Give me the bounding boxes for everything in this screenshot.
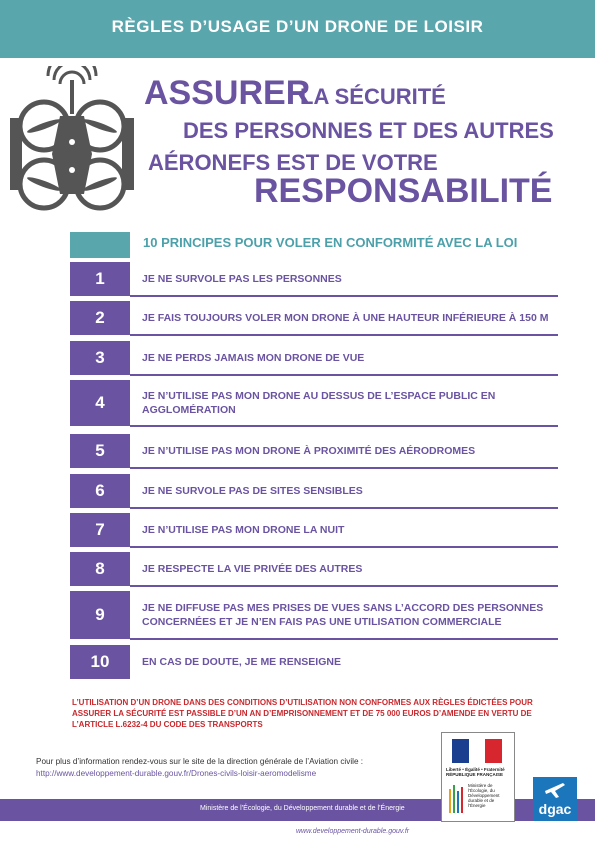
principle-text: JE NE PERDS JAMAIS MON DRONE DE VUE bbox=[142, 352, 365, 364]
header-banner bbox=[0, 0, 595, 58]
rf-motto: Liberté • Égalité • Fraternité RÉPUBLIQUE FRANÇAISE bbox=[446, 767, 505, 777]
principle-number: 3 bbox=[70, 341, 130, 375]
principle-text: JE NE SURVOLE PAS DE SITES SENSIBLES bbox=[142, 485, 363, 497]
principle-row bbox=[70, 552, 558, 586]
principles-title: 10 PRINCIPES POUR VOLER EN CONFORMITÉ AVEC LA LOI bbox=[143, 235, 518, 250]
row-divider bbox=[130, 334, 558, 336]
principle-row bbox=[70, 262, 558, 296]
row-divider bbox=[130, 585, 558, 587]
principle-text: JE N’UTILISE PAS MON DRONE AU DESSUS DE L’ESPACE PUBLIC EN AGGLOMÉRATION bbox=[142, 390, 496, 416]
principle-text: JE N’UTILISE PAS MON DRONE À PROXIMITÉ DES AÉRODROMES bbox=[142, 445, 476, 457]
row-divider bbox=[130, 374, 558, 376]
footer-website[interactable]: www.developpement-durable.gouv.fr bbox=[296, 828, 410, 835]
principles-tab bbox=[70, 232, 130, 258]
row-divider bbox=[130, 295, 558, 297]
principle-number: 10 bbox=[70, 645, 130, 679]
ministry-marks-icon bbox=[448, 785, 464, 815]
info-link[interactable]: http://www.developpement-durable.gouv.fr/Drones-civils-loisir-aeromodelisme bbox=[36, 769, 317, 778]
headline-line3: AÉRONEFS EST DE VOTRE bbox=[148, 150, 438, 175]
rf-ministry: Ministère de l’Écologie, du Développement durable et de l’Énergie bbox=[468, 783, 500, 808]
info-block bbox=[36, 756, 363, 780]
headline-line2: DES PERSONNES ET DES AUTRES bbox=[183, 118, 554, 143]
dgac-label: dgac bbox=[538, 801, 572, 817]
principle-number: 4 bbox=[70, 380, 130, 426]
republique-francaise-logo bbox=[441, 732, 515, 822]
principle-row bbox=[70, 301, 558, 335]
headline-line1: LA SÉCURITÉ bbox=[300, 84, 446, 109]
principle-text: JE NE SURVOLE PAS LES PERSONNES bbox=[142, 273, 342, 285]
principle-text: JE RESPECTE LA VIE PRIVÉE DES AUTRES bbox=[142, 563, 363, 575]
principle-text: EN CAS DE DOUTE, JE ME RENSEIGNE bbox=[142, 656, 341, 668]
principle-text: JE NE DIFFUSE PAS MES PRISES DE VUES SANS L’ACCORD DES PERSONNES CONCERNÉES ET JE N’EN FAIS PAS UNE UTILISATION COMMERCIALE bbox=[142, 602, 544, 628]
principle-number: 1 bbox=[70, 262, 130, 296]
marianne-flag-icon bbox=[452, 739, 502, 763]
principle-row bbox=[70, 380, 558, 426]
legal-warning: L’UTILISATION D’UN DRONE DANS DES CONDITIONS D’UTILISATION NON CONFORMES AUX RÈGLES ÉDICTÉES POUR ASSURER LA SÉCURITÉ EST PASSIBLE D’UN AN D’EMPRISONNEMENT ET DE 75 000 EUROS D’AMENDE EN VERTU DE L’ARTICLE L.6232-4 DU CODE DES TRANSPORTS bbox=[72, 698, 533, 729]
principle-row bbox=[70, 341, 558, 375]
drone-icon bbox=[8, 66, 136, 226]
banner-title: RÈGLES D’USAGE D’UN DRONE DE LOISIR bbox=[111, 17, 484, 36]
principle-number: 5 bbox=[70, 434, 130, 468]
principle-text: JE N’UTILISE PAS MON DRONE LA NUIT bbox=[142, 524, 345, 536]
principle-number: 2 bbox=[70, 301, 130, 335]
row-divider bbox=[130, 546, 558, 548]
principle-text: JE FAIS TOUJOURS VOLER MON DRONE À UNE HAUTEUR INFÉRIEURE À 150 M bbox=[142, 312, 549, 324]
principle-row bbox=[70, 434, 558, 468]
principle-row bbox=[70, 591, 558, 639]
dgac-logo bbox=[533, 777, 577, 821]
principle-number: 8 bbox=[70, 552, 130, 586]
row-divider bbox=[130, 425, 558, 427]
principle-row bbox=[70, 474, 558, 508]
principle-row bbox=[70, 513, 558, 547]
row-divider bbox=[130, 507, 558, 509]
row-divider bbox=[130, 467, 558, 469]
info-text: Pour plus d’information rendez-vous sur le site de la direction générale de l’Aviation civile : bbox=[36, 757, 364, 766]
principle-number: 6 bbox=[70, 474, 130, 508]
headline-assurer: ASSURER bbox=[144, 74, 311, 112]
principle-row bbox=[70, 645, 558, 679]
plane-icon bbox=[543, 781, 567, 799]
row-divider bbox=[130, 638, 558, 640]
principle-number: 9 bbox=[70, 591, 130, 639]
principle-number: 7 bbox=[70, 513, 130, 547]
footer-ministry: Ministère de l’Écologie, du Développement durable et de l’Énergie bbox=[200, 805, 405, 812]
headline-responsabilite: RESPONSABILITÉ bbox=[254, 172, 553, 210]
